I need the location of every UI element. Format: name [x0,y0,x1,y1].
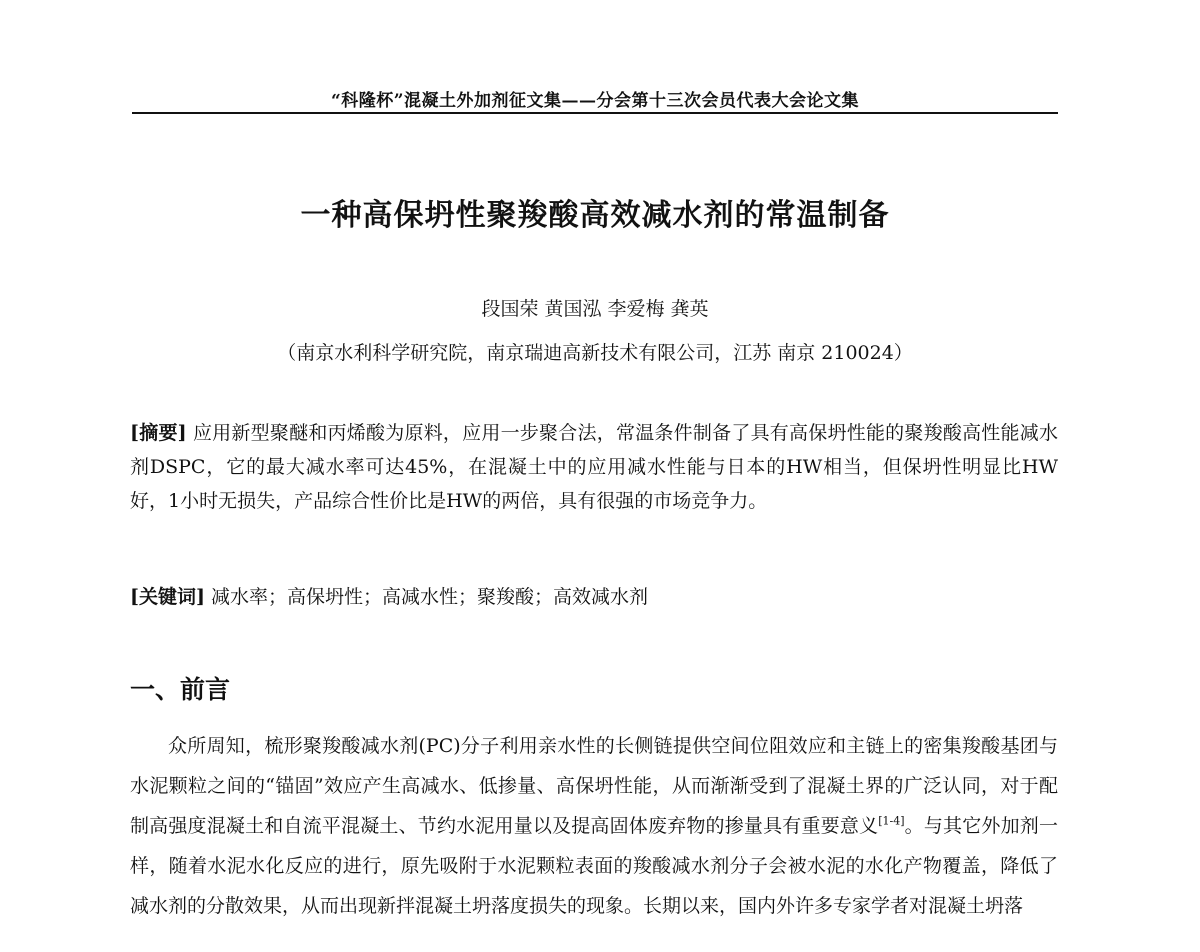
citation-ref: [1-4] [878,814,905,828]
keywords-text: 减水率；高保坍性；高减水性；聚羧酸；高效减水剂 [211,586,649,608]
paragraph-text-part2: 。与其它外加剂一样，随着水泥水化反应的进行，原先吸附于水泥颗粒表面的羧酸减水剂分子会被水泥的水化产物覆盖，降低了减水剂的分散效果，从而出现新拌混凝土坍落度损失的现象。长期以来，国内外许多专家学者对混凝土坍落 [130,815,1058,917]
section-heading-introduction: 一、前言 [130,675,231,704]
keywords [130,580,1058,614]
paper-title: 一种高保坍性聚羧酸高效减水剂的常温制备 [300,198,890,233]
keywords-label: [关键词] [130,586,205,608]
authors: 段国荣 黄国泓 李爱梅 龚英 [481,298,709,320]
abstract-text: 应用新型聚醚和丙烯酸为原料，应用一步聚合法，常温条件制备了具有高保坍性能的聚羧酸高性能减水剂DSPC，它的最大减水率可达45%，在混凝土中的应用减水性能与日本的HW相当，但保坍性明显比HW好，1小时无损失，产品综合性价比是HW的两倍，具有很强的市场竞争力。 [130,422,1058,512]
header-rule [132,112,1058,114]
affiliation: （南京水利科学研究院，南京瑞迪高新技术有限公司，江苏 南京 210024） [277,342,913,364]
abstract [130,416,1058,518]
paragraph [130,726,1058,926]
abstract-label: [摘要] [130,422,187,444]
section-body [130,726,1058,926]
paragraph-text-part1: 众所周知，梳形聚羧酸减水剂(PC)分子利用亲水性的长侧链提供空间位阻效应和主链上的密集羧酸基团与水泥颗粒之间的“锚固”效应产生高减水、低掺量、高保坍性能，从而渐渐受到了混凝土界的广泛认同，对于配制高强度混凝土和自流平混凝土、节约水泥用量以及提高固体废弃物的掺量具有重要意义 [130,735,1058,837]
running-header: “科隆杯”混凝土外加剂征文集——分会第十三次会员代表大会论文集 [330,91,860,111]
